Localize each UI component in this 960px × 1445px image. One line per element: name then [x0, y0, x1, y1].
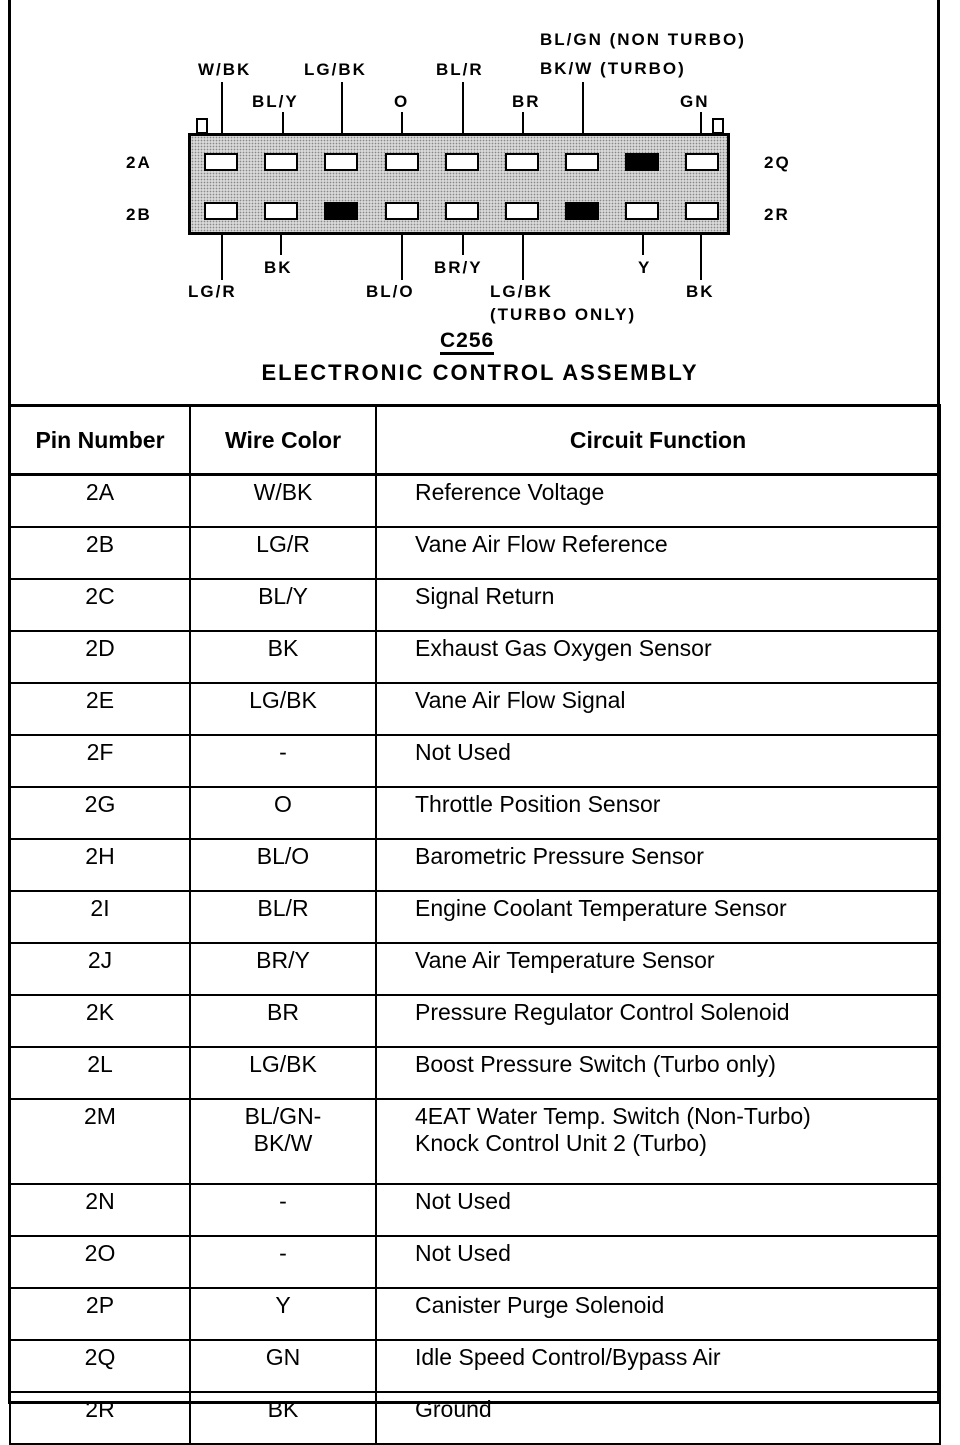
table-row [10, 1184, 940, 1236]
circuit-function-cell [376, 839, 940, 891]
circuit-function-cell [376, 475, 940, 528]
connector-housing [188, 133, 730, 235]
circuit-function-text: Engine Coolant Temperature Sensor [415, 895, 787, 921]
connector-latch-tab [712, 118, 724, 134]
wire-color-text: LG/BK [249, 1051, 317, 1077]
pin-number-cell: 2A [10, 475, 190, 528]
pin-number-cell: 2O [10, 1236, 190, 1288]
wire-color-text: BR [267, 999, 299, 1025]
pin-number-cell: 2J [10, 943, 190, 995]
circuit-function-cell [376, 1340, 940, 1392]
wire-color-text: LG/BK [249, 687, 317, 713]
pin-cavity [445, 202, 479, 220]
wire-color-cell [190, 1236, 376, 1288]
row-label-2b: 2B [126, 205, 152, 224]
circuit-function-cell [376, 735, 940, 787]
pin-number-cell: 2I [10, 891, 190, 943]
assembly-title: ELECTRONIC CONTROL ASSEMBLY [261, 360, 699, 385]
bottom-label-bk-left: BK [264, 258, 293, 277]
pin-cavity [385, 202, 419, 220]
pin-number-cell: 2K [10, 995, 190, 1047]
circuit-function-text: Ground [415, 1396, 492, 1422]
wire-color-cell [190, 787, 376, 839]
wire-color-text: BL/Y [258, 583, 308, 609]
top-label-blgn: BL/GN (NON TURBO) [540, 30, 746, 49]
table-row [10, 1047, 940, 1099]
wire-color-cell [190, 1047, 376, 1099]
table-body [10, 475, 940, 1445]
wire-color-text: Y [275, 1292, 291, 1318]
circuit-function-cell [376, 1236, 940, 1288]
wire-color-cell [190, 735, 376, 787]
connector-latch-tab [196, 118, 208, 134]
top-label-blr: BL/R [436, 60, 484, 79]
header-circuit-function: Circuit Function [376, 406, 940, 475]
wire-color-cell [190, 683, 376, 735]
circuit-function-text: Vane Air Temperature Sensor [415, 947, 715, 973]
wire-color-cell [190, 943, 376, 995]
top-label-wbk: W/BK [198, 60, 252, 79]
wire-color-text: - [279, 739, 287, 765]
pin-number-cell: 2G [10, 787, 190, 839]
wire-color-text: O [274, 791, 292, 817]
pin-cavity [565, 153, 599, 171]
table-row [10, 943, 940, 995]
wire-color-text: BK [267, 635, 299, 661]
circuit-function-text: Exhaust Gas Oxygen Sensor [415, 635, 712, 661]
circuit-function-text: Throttle Position Sensor [415, 791, 661, 817]
top-label-gn: GN [680, 92, 710, 111]
circuit-function-text: Canister Purge Solenoid [415, 1292, 665, 1318]
pin-number-cell: 2N [10, 1184, 190, 1236]
row-label-2r: 2R [764, 205, 790, 224]
pin-cavity [264, 202, 298, 220]
pin-cavity-plugged [625, 153, 659, 171]
top-label-o: O [394, 92, 410, 111]
top-label-bly: BL/Y [252, 92, 299, 111]
table-row [10, 1288, 940, 1340]
pin-cavity [505, 153, 539, 171]
wire-color-text: BL/GN- [244, 1103, 322, 1129]
wire-color-cell [190, 631, 376, 683]
circuit-function-text: Not Used [415, 739, 511, 765]
pin-number-cell: 2Q [10, 1340, 190, 1392]
wire-color-cell [190, 839, 376, 891]
pin-number-cell: 2R [10, 1392, 190, 1444]
table-row [10, 527, 940, 579]
pin-number-cell: 2E [10, 683, 190, 735]
pin-number-cell: 2H [10, 839, 190, 891]
circuit-function-text: Boost Pressure Switch (Turbo only) [415, 1051, 776, 1077]
header-pin-number: Pin Number [10, 406, 190, 475]
bottom-label-blo: BL/O [366, 282, 415, 301]
pin-cavity [625, 202, 659, 220]
row-label-2a: 2A [126, 153, 152, 172]
header-wire-color: Wire Color [190, 406, 376, 475]
pin-number-cell: 2F [10, 735, 190, 787]
circuit-function-cell [376, 631, 940, 683]
bottom-label-bry: BR/Y [434, 258, 483, 277]
pin-table [9, 404, 941, 1445]
table-row [10, 1236, 940, 1288]
bottom-label-lgbk: LG/BK [490, 282, 553, 301]
table-header-row [10, 406, 940, 475]
circuit-function-cell [376, 579, 940, 631]
circuit-function-cell [376, 1099, 940, 1184]
wire-color-cell [190, 527, 376, 579]
wire-color-cell [190, 1288, 376, 1340]
top-label-br: BR [512, 92, 541, 111]
table-row [10, 787, 940, 839]
circuit-function-cell [376, 1392, 940, 1444]
pin-number-cell: 2D [10, 631, 190, 683]
circuit-function-cell [376, 1184, 940, 1236]
wire-color-text: W/BK [253, 479, 313, 505]
bottom-label-y: Y [638, 258, 652, 277]
circuit-function-text: Signal Return [415, 583, 555, 609]
wire-color-cell [190, 1184, 376, 1236]
bottom-label-turbo-only: (TURBO ONLY) [490, 305, 637, 324]
top-label-lgbk: LG/BK [304, 60, 367, 79]
table-row [10, 1340, 940, 1392]
circuit-function-cell [376, 891, 940, 943]
pin-number-cell: 2B [10, 527, 190, 579]
pin-cavity [685, 202, 719, 220]
wire-color-text: - [279, 1188, 287, 1214]
table-row [10, 683, 940, 735]
pin-number-cell: 2L [10, 1047, 190, 1099]
table-row [10, 579, 940, 631]
circuit-function-text: 4EAT Water Temp. Switch (Non-Turbo) [415, 1103, 811, 1129]
circuit-function-cell [376, 1047, 940, 1099]
bottom-label-lgr: LG/R [188, 282, 237, 301]
circuit-function-text: Reference Voltage [415, 479, 605, 505]
wire-color-cell [190, 1099, 376, 1184]
wire-color-text: BL/O [256, 843, 310, 869]
circuit-function-cell [376, 943, 940, 995]
wire-color-text: BK/W [253, 1130, 313, 1156]
pin-cavity [385, 153, 419, 171]
wire-color-cell [190, 1340, 376, 1392]
pin-cavity [324, 153, 358, 171]
pin-number-cell: 2M [10, 1099, 190, 1184]
bottom-label-bk-right: BK [686, 282, 715, 301]
circuit-function-text: Barometric Pressure Sensor [415, 843, 704, 869]
circuit-function-cell [376, 527, 940, 579]
table-row [10, 1392, 940, 1444]
circuit-function-cell [376, 683, 940, 735]
wire-color-cell [190, 1392, 376, 1444]
wire-color-cell [190, 579, 376, 631]
circuit-function-text: Not Used [415, 1188, 511, 1214]
pin-cavity [204, 202, 238, 220]
pin-number-cell: 2C [10, 579, 190, 631]
circuit-function-cell [376, 1288, 940, 1340]
connector-diagram [0, 0, 960, 405]
circuit-function-text: Not Used [415, 1240, 511, 1266]
wire-color-text: LG/R [256, 531, 310, 557]
row-label-2q: 2Q [764, 153, 791, 172]
table-row [10, 995, 940, 1047]
circuit-function-cell [376, 995, 940, 1047]
table-row [10, 475, 940, 528]
circuit-function-text: Vane Air Flow Signal [415, 687, 626, 713]
wire-color-text: BL/R [257, 895, 309, 921]
table-row [10, 1099, 940, 1184]
wire-color-text: BK [267, 1396, 299, 1422]
circuit-function-text: Pressure Regulator Control Solenoid [415, 999, 790, 1025]
wire-color-cell [190, 995, 376, 1047]
pin-cavity-plugged [324, 202, 358, 220]
wire-color-cell [190, 475, 376, 528]
table-row [10, 839, 940, 891]
wire-color-text: GN [265, 1344, 301, 1370]
pin-cavity [505, 202, 539, 220]
top-label-bkw: BK/W (TURBO) [540, 59, 686, 78]
pin-cavity [445, 153, 479, 171]
pin-number-cell: 2P [10, 1288, 190, 1340]
pin-cavity-plugged [565, 202, 599, 220]
wire-color-cell [190, 891, 376, 943]
circuit-function-text: Idle Speed Control/Bypass Air [415, 1344, 721, 1370]
circuit-function-text: Knock Control Unit 2 (Turbo) [415, 1130, 707, 1156]
wire-color-text: BR/Y [256, 947, 310, 973]
table-row [10, 891, 940, 943]
table-row [10, 735, 940, 787]
pin-cavity [685, 153, 719, 171]
pin-cavity [264, 153, 298, 171]
circuit-function-cell [376, 787, 940, 839]
circuit-function-text: Vane Air Flow Reference [415, 531, 668, 557]
wire-color-text: - [279, 1240, 287, 1266]
connector-id: C256 [440, 330, 494, 355]
table-row [10, 631, 940, 683]
pin-cavity [204, 153, 238, 171]
